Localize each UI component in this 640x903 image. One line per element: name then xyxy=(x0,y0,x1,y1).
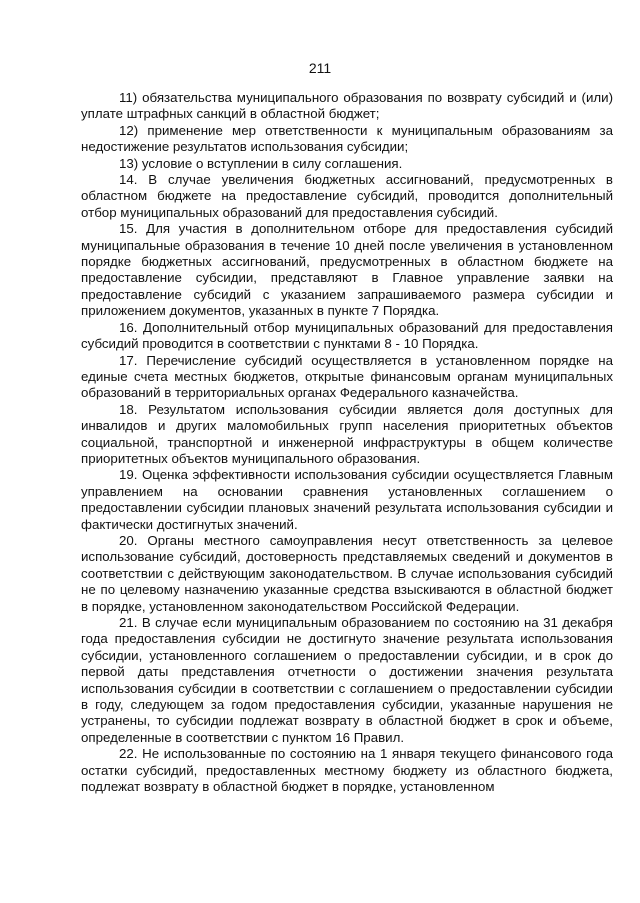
document-body xyxy=(81,90,613,795)
paragraph-18: 18. Результатом использования субсидии является доля доступных для инвалидов и других маломобильных групп населения приоритетных объектов социальной, транспортной и инженерной инфраструктуры в общем количестве приоритетных объектов муниципального образования. xyxy=(81,401,613,466)
paragraph-11: 11) обязательства муниципального образования по возврату субсидий и (или) уплате штрафных санкций в областной бюджет; xyxy=(81,90,613,122)
page-number: 211 xyxy=(308,60,332,76)
paragraph-20: 20. Органы местного самоуправления несут ответственность за целевое использование субсидий, достоверность представляемых сведений и документов в соответствии с действующим законодательством. В случае использования субсидий не по целевому назначению указанные средства взыскиваются в областной бюджет в порядке, установленном законодательством Российской Федерации. xyxy=(81,532,613,614)
paragraph-22: 22. Не использованные по состоянию на 1 января текущего финансового года остатки субсидий, предоставленных местному бюджету из областного бюджета, подлежат возврату в областной бюджет в порядке, установленном xyxy=(81,746,613,795)
paragraph-13: 13) условие о вступлении в силу соглашения. xyxy=(119,155,403,171)
paragraph-16: 16. Дополнительный отбор муниципальных образований для предоставления субсидий проводится в соответствии с пунктами 8 - 10 Порядка. xyxy=(81,319,613,352)
paragraph-12: 12) применение мер ответственности к муниципальным образованиям за недостижение результатов использования субсидии; xyxy=(81,122,613,155)
paragraph-21: 21. В случае если муниципальным образованием по состоянию на 31 декабря года предоставления субсидии не достигнуто значение результата использования субсидии, установленного соглашением о предоставлении субсидии, и в срок до первой даты представления отчетности о достижении значения результата использования субсидии в соответствии с соглашением о предоставлении субсидии в году, следующем за годом предоставления субсидии, указанные нарушения не устранены, то субсидии подлежат возврату в областной бюджет в срок и объеме, определенные в соответствии с пунктом 16 Правил. xyxy=(81,615,613,745)
paragraph-19: 19. Оценка эффективности использования субсидии осуществляется Главным управлением на основании сравнения установленных соглашением о предоставлении субсидии плановых значений результата использования субсидии и фактически достигнутых значений. xyxy=(81,467,613,532)
paragraph-15: 15. Для участия в дополнительном отборе для предоставления субсидий муниципальные образования в течение 10 дней после увеличения в установленном порядке бюджетных ассигнований, предусмотренных в областном бюджете на предоставление субсидии, представляют в Главное управление заявки на предоставление субсидий с указанием запрашиваемого размера субсидии и приложением документов, указанных в пункте 7 Порядка. xyxy=(81,221,613,319)
paragraph-14: 14. В случае увеличения бюджетных ассигнований, предусмотренных в областном бюджете на предоставление субсидий, проводится дополнительный отбор муниципальных образований для предоставления субсидий. xyxy=(81,172,613,220)
paragraph-17: 17. Перечисление субсидий осуществляется в установленном порядке на единые счета местных бюджетов, открытые финансовым органам муниципальных образований в территориальных органах Федерального казначейства. xyxy=(81,352,613,401)
